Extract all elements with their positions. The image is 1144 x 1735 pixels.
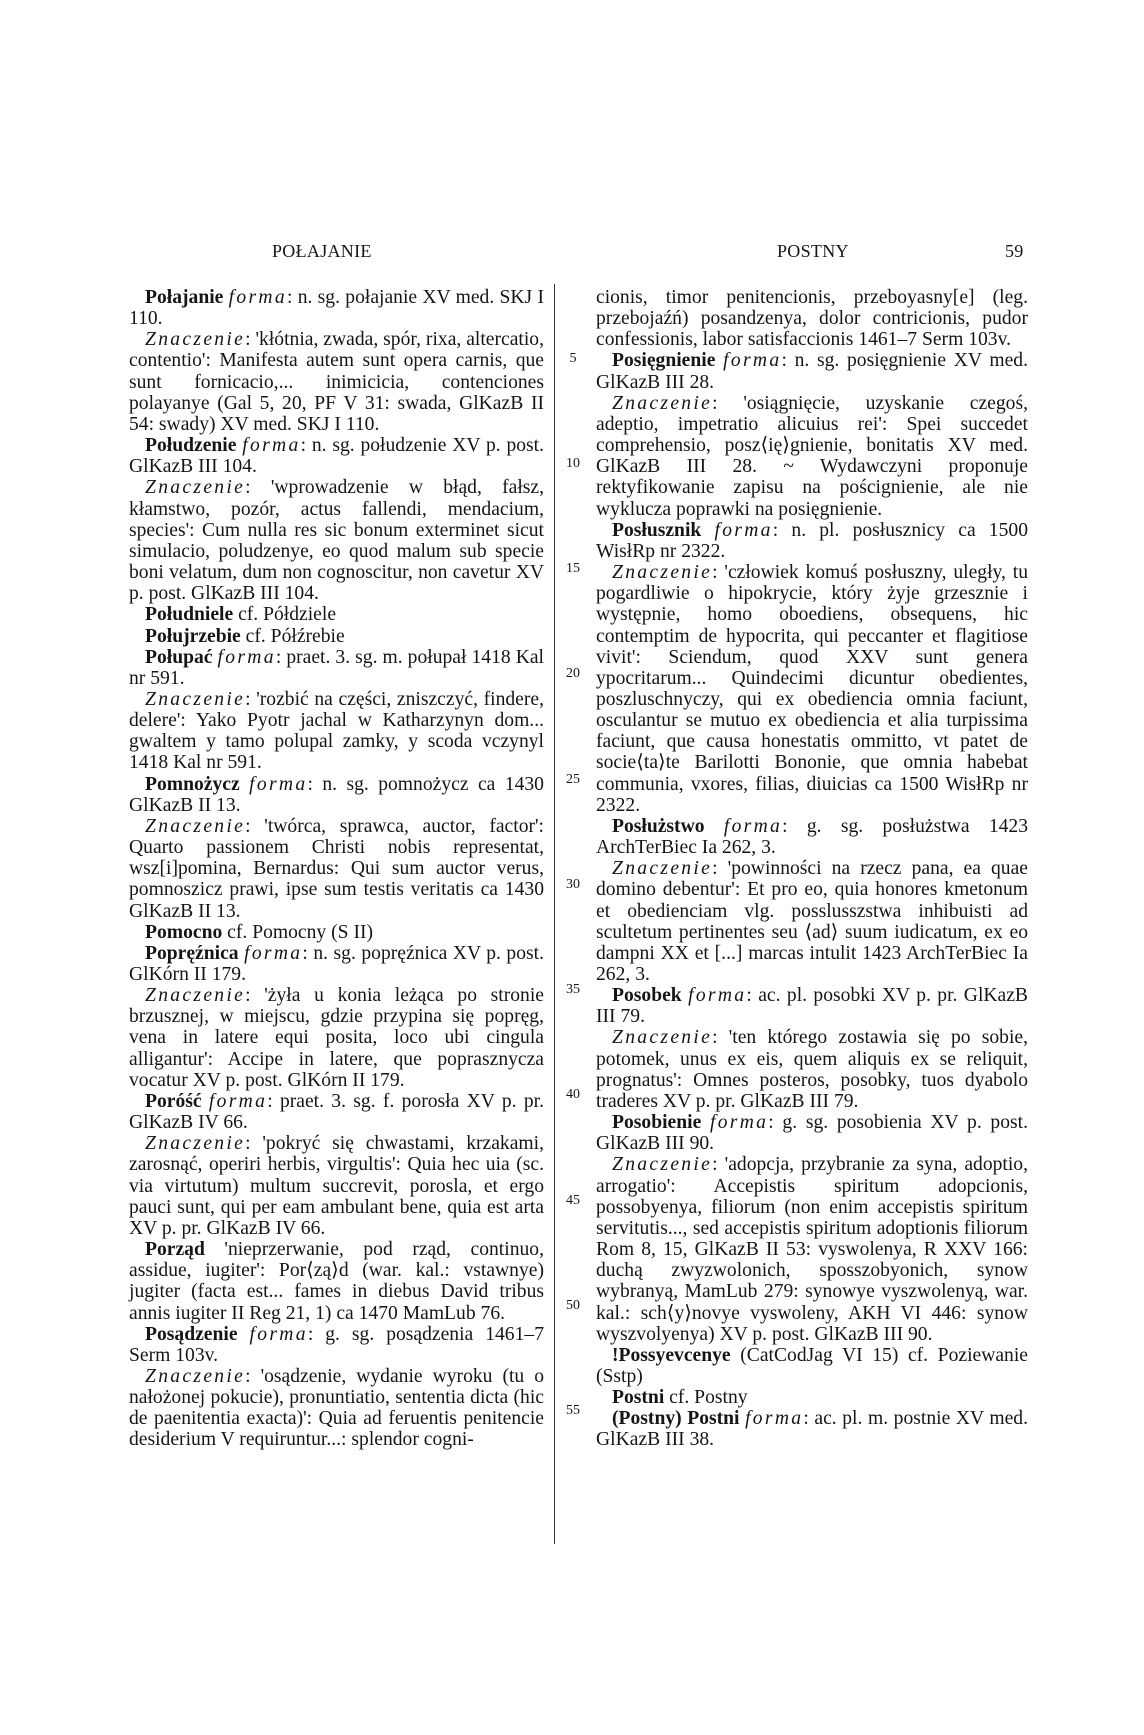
- entry-text: : 'powinności na rzecz pana, ea quae domino debentur': Et pro eo, quia honores kmetonum et obedienciam vlg. posslusszstwa inhibuisti ad scultetum pertinentes seu ⟨ad⟩ suum iudicatum, ex eo dampni XX et [...] marcas intulit 1423 ArchTerBiec Ia 262, 3.: [596, 858, 1028, 985]
- entry-lemma: Pomnożycz: [145, 773, 240, 795]
- dictionary-entry: [129, 604, 544, 625]
- dictionary-entry: [129, 1239, 544, 1324]
- header-last-entry: POSTNY: [777, 241, 849, 261]
- entry-text: : 'rozbić na części, zniszczyć, findere, delere': Yako Pyotr jachal w Katharzynyn dom... gwaltem y tamo polupal zamky, y scoda vczynyl 1418 Kal nr 591.: [129, 688, 544, 774]
- entry-text: : n. sg. posięgnienie XV med. GlKazB III 28.: [596, 350, 1028, 393]
- entry-text: : 'człowiek komuś posłuszny, uległy, tu pogardliwie o hipokrycie, który żyje grzesznie i występnie, homo oboediens, obsequens, hic contemptim de hypocrita, qui peccanter et flagitiose vivit': Sciendum, quod XXV sunt genera ypocritarum... Quindecimi dicuntur obedientes, poszluschnyczy, qui ex obediencia omnia faciunt, osculantur se mutuo ex obediencia et alia turpissima faciunt, que causa honestatis ommitto, vt patet de socie⟨ta⟩te Barilotti Bononie, que omnia habebat communia, vxores, filias, diuicias ca 1500 WisłRp nr 2322.: [596, 562, 1028, 816]
- sense-paragraph: [596, 1154, 1028, 1344]
- left-column: [129, 287, 544, 1451]
- sense-paragraph: [129, 1133, 544, 1239]
- entry-lemma: Pomocno: [145, 921, 223, 943]
- line-number: 45: [566, 1193, 580, 1208]
- entry-lemma: Popręźnica: [145, 942, 239, 964]
- entry-text: : ac. pl. posobki XV p. pr. GlKazB III 79.: [596, 985, 1028, 1028]
- dictionary-entry: [129, 943, 544, 985]
- entry-text: cf. Pomocny (S II): [222, 921, 374, 943]
- sense-paragraph: [129, 985, 544, 1091]
- entry-lemma: Posobek: [612, 985, 682, 1007]
- section-label: Znaczenie: [612, 392, 713, 414]
- line-number: 50: [566, 1298, 580, 1313]
- dictionary-entry: [596, 985, 1028, 1027]
- section-label: Znaczenie: [612, 562, 713, 584]
- sense-paragraph: [129, 1366, 544, 1451]
- section-label: forma: [745, 1408, 804, 1430]
- entry-text: : g. sg. posłużstwa 1423 ArchTerBiec Ia 262, 3.: [596, 815, 1029, 859]
- line-number: 35: [566, 982, 580, 997]
- entry-lemma: Połupać: [145, 646, 213, 668]
- line-number: 40: [566, 1087, 580, 1102]
- entry-text: : g. sg. posądzenia 1461–7 Serm 103v.: [129, 1323, 544, 1366]
- entry-text: : 'kłótnia, zwada, spór, rixa, altercatio, contentio': Manifesta autem sunt opera carnis, que sunt fornicacio,... inimicicia, contenciones polayanye (Gal 5, 20, PF V 31: swada, GlKazB II 54: swady) XV med. SKJ I 110.: [129, 329, 544, 435]
- entry-lemma: Posłużstwo: [612, 815, 705, 837]
- section-label: forma: [244, 942, 303, 964]
- section-label: Znaczenie: [145, 815, 246, 837]
- section-label: Znaczenie: [145, 329, 246, 351]
- entry-text: : n. sg. połudzenie XV p. post. GlKazB III 104.: [129, 435, 545, 478]
- dictionary-entry: [129, 647, 544, 689]
- entry-text: : 'osiągnięcie, uzyskanie czegoś, adeptio, impetratio alicuius rei': Spei succedet comprehensio, posz⟨ię⟩gnienie, bonitatis XV med. GlKazB III 28. ~ Wydawczyni proponuje rektyfikowanie zapisu na poścignienie, ale nie wyklucza poprawki na posięgnienie.: [596, 392, 1028, 520]
- entry-text: : n. sg. połajanie XV med. SKJ I 110.: [129, 287, 544, 330]
- section-label: forma: [723, 350, 782, 372]
- entry-lemma: Postni: [612, 1387, 665, 1409]
- section-label: forma: [228, 287, 287, 308]
- entry-text: cf. Półźrebie: [240, 625, 345, 647]
- dictionary-entry: [596, 1345, 1028, 1387]
- dictionary-entry: [129, 287, 544, 329]
- entry-text: : praet. 3. sg. m. połupał 1418 Kal nr 591.: [129, 646, 544, 689]
- sense-paragraph: [596, 858, 1028, 985]
- entry-lemma: Posłusznik: [612, 519, 702, 541]
- entry-text: : g. sg. posobienia XV p. post. GlKazB III 90.: [596, 1112, 1028, 1155]
- entry-text: : 'ten którego zostawia się po sobie, potomek, unus ex eis, quem aliquis ex se reliquit, prognatus': Omnes posteros, posobky, tuos dyabolo traderes XV p. pr. GlKazB III 79.: [596, 1027, 1028, 1112]
- section-label: forma: [249, 1323, 308, 1345]
- entry-text: 'nieprzerwanie, pod rząd, continuo, assidue, iugiter': Por⟨zą⟩d (war. kal.: vstawnye) jugiter (facta est... fames in diebus David tribus annis iugiter II Reg 21, 1) ca 1470 MamLub 76.: [129, 1239, 544, 1324]
- line-number: 55: [566, 1403, 580, 1418]
- section-label: forma: [208, 1090, 268, 1112]
- entry-lemma: !Possyevcenye: [612, 1344, 731, 1366]
- entry-text: : 'adopcja, przybranie za syna, adoptio, arrogatio': Accepistis spiritum adopcionis, possobyenya, filiorum (non enim accepistis spiritum servitutis..., sed accepistis spiritum adoptionis filiorum Rom 8, 15, GlKazB II 53: vyswolenya, R XXV 166: duchą zwyzwolonich, sposszobyonich, synow wybranyą, MamLub 279: synowye vyszwolenyą, war. kal.: sch⟨y⟩novye vyswoleny, AKH VI 446: synow wyszvolyenya) XV p. post. GlKazB III 90.: [596, 1154, 1028, 1345]
- dictionary-entry: [129, 1324, 544, 1366]
- entry-lemma: Posięgnienie: [612, 350, 716, 372]
- page-number: 59: [1005, 241, 1024, 261]
- sense-paragraph: [129, 477, 544, 604]
- line-number: 5: [569, 351, 577, 366]
- entry-lemma: Połajanie: [145, 287, 224, 308]
- section-label: forma: [709, 1112, 769, 1134]
- sense-paragraph: [129, 816, 544, 922]
- section-label: forma: [242, 435, 301, 457]
- line-number: 15: [566, 561, 580, 576]
- entry-lemma: Połujrzebie: [145, 625, 241, 647]
- line-number: 25: [566, 772, 580, 787]
- entry-lemma: Połudzenie: [145, 435, 237, 457]
- dictionary-entry: [129, 1091, 544, 1133]
- section-label: Znaczenie: [612, 1154, 713, 1176]
- dictionary-entry: [596, 816, 1028, 858]
- entry-text: : n. sg. popręźnica XV p. post. GlKórn II 179.: [129, 942, 544, 985]
- column-divider: [554, 284, 555, 1544]
- dictionary-entry: [596, 350, 1028, 392]
- section-label: forma: [714, 519, 773, 541]
- section-label: Znaczenie: [145, 1365, 246, 1387]
- dictionary-entry: [129, 774, 544, 816]
- line-number: 30: [566, 877, 580, 892]
- right-column: [596, 287, 1028, 1451]
- dictionary-entry: [596, 1387, 1028, 1408]
- entry-lemma: Południele: [145, 604, 234, 626]
- sense-paragraph: [596, 393, 1028, 520]
- section-label: Znaczenie: [145, 985, 246, 1007]
- sense-paragraph: [596, 1027, 1028, 1112]
- entry-text: : ac. pl. m. postnie XV med. GlKazB III 38.: [596, 1408, 1028, 1451]
- entry-text: : 'osądzenie, wydanie wyroku (tu o nałożonej pokucie), pronuntiatio, sententia dicta (hic de paenitentia exacta)': Quia ad feruentis penitencie desiderium V requiruntur...: splendor cogni-: [129, 1365, 544, 1451]
- entry-lemma: (Postny) Postni: [612, 1408, 740, 1430]
- section-label: forma: [723, 815, 783, 837]
- entry-lemma: Porząd: [145, 1239, 205, 1261]
- sense-paragraph: [129, 689, 544, 774]
- entry-text: : 'pokryć się chwastami, krzakami, zarosnąć, operiri herbis, virgultis': Quia hec uia (sc. via virtutum) multum succrevit, porosla, et ergo pauci sunt, qui per eam ambulant bene, quia est arta XV p. pr. GlKazB IV 66.: [129, 1133, 544, 1239]
- line-number: 20: [566, 666, 580, 681]
- running-header: [0, 241, 1144, 271]
- entry-text: cf. Postny: [664, 1387, 748, 1409]
- dictionary-entry: [129, 922, 544, 943]
- dictionary-entry: [596, 287, 1028, 350]
- entry-text: : 'wprowadzenie w błąd, fałsz, kłamstwo, pozór, actus fallendi, mendacium, species': Cum nulla res sic bonum exterminet sicut simulacio, poludzenye, eo quod malum sub specie boni velatum, dum non cognoscitur, non cavetur XV p. post. GlKazB III 104.: [129, 477, 544, 605]
- sense-paragraph: [596, 562, 1028, 816]
- entry-lemma: Posądzenie: [145, 1323, 238, 1345]
- entry-text: cf. Półdziele: [233, 604, 337, 626]
- line-number: 10: [566, 456, 580, 471]
- section-label: Znaczenie: [145, 1133, 246, 1155]
- section-label: Znaczenie: [145, 688, 246, 710]
- entry-text: : n. pl. posłusznicy ca 1500 WisłRp nr 2322.: [596, 519, 1028, 562]
- dictionary-entry: [596, 1112, 1028, 1154]
- section-label: Znaczenie: [145, 477, 246, 499]
- entry-lemma: Poróść: [145, 1090, 202, 1112]
- section-label: forma: [217, 646, 276, 668]
- dictionary-entry: [596, 520, 1028, 562]
- section-label: forma: [249, 773, 308, 795]
- entry-text: : 'twórca, sprawca, auctor, factor': Quarto passionem Christi nobis representat, wsz[i]pomina, Bernardus: Qui sum auctor verus, pomnoszicz prawi, ipse sum testis veritatis ca 1430 GlKazB II 13.: [129, 815, 544, 922]
- dictionary-entry: [596, 1408, 1028, 1450]
- header-first-entry: POŁAJANIE: [272, 241, 372, 261]
- dictionary-entry: [129, 626, 544, 647]
- section-label: forma: [688, 985, 747, 1007]
- sense-paragraph: [129, 329, 544, 435]
- entry-text: : 'żyła u konia leżąca po stronie brzusznej, w miejscu, gdzie przypina się popręg, vena in latere equi posita, loco ubi cingula alligantur': Accipe in latere, que poprasznycza vocatur XV p. post. GlKórn II 179.: [129, 985, 544, 1091]
- entry-text: cionis, timor penitencionis, przeboyasny[e] (leg. przebojaźń) posandzenya, dolor contricionis, pudor confessionis, labor satisfaccionis 1461–7 Serm 103v.: [596, 287, 1028, 351]
- entry-text: (CatCodJag VI 15) cf. Poziewanie (Sstp): [596, 1344, 1028, 1387]
- section-label: Znaczenie: [612, 1027, 713, 1049]
- section-label: Znaczenie: [612, 858, 713, 880]
- entry-text: : n. sg. pomnożycz ca 1430 GlKazB II 13.: [129, 773, 544, 816]
- dictionary-entry: [129, 435, 544, 477]
- entry-lemma: Posobienie: [612, 1112, 702, 1134]
- entry-text: : praet. 3. sg. f. porosła XV p. pr. GlKazB IV 66.: [129, 1090, 544, 1134]
